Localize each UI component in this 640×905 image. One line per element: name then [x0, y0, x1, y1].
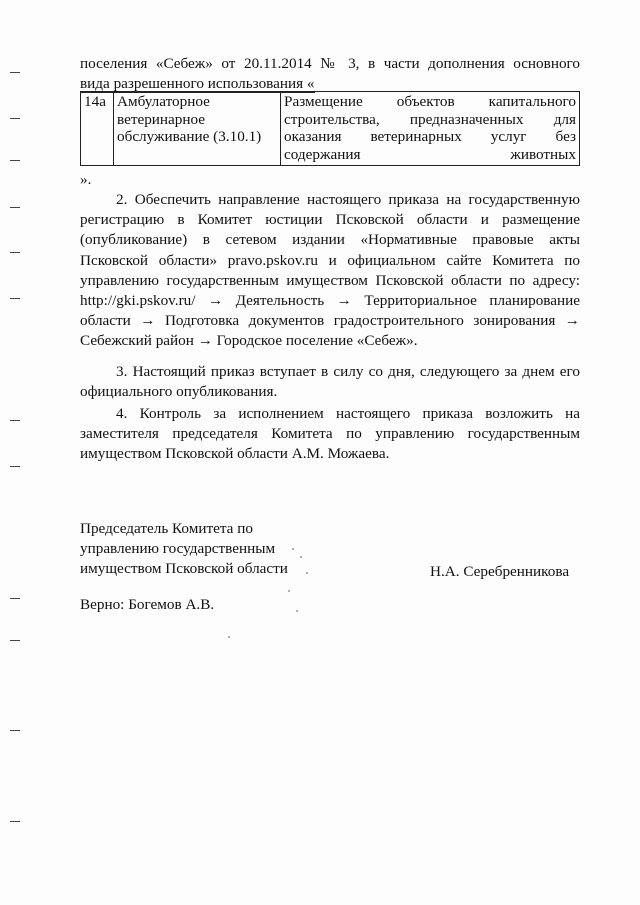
signer-name: Н.А. Серебренникова [430, 563, 570, 580]
scan-speck [288, 590, 290, 592]
use-description-cell: Размещение объектов капитального строительства, предназначенных для оказания ветеринарных услуг без содержания животных [281, 92, 580, 166]
margin-mark [10, 640, 20, 641]
paragraph-2: 2. Обеспечить направление настоящего приказа на государственную регистрацию в Комитет юстиции Псковской области и размещение (опубликование) в сетевом издании «Нормативные правовые акты Псковской области» pravo.pskov.ru и официальном сайте Комитета по управлению государственным имуществом Псковской области по адресу: http://gki.pskov.ru/ → Деятельность → Территориальное планирование области → Подготовка документов градостроительного зонирования → Себежский район → Городское поселение «Себеж». [80, 191, 580, 350]
permitted-use-table [80, 91, 580, 166]
paragraph-4-block [80, 404, 580, 465]
margin-mark [10, 598, 20, 599]
paragraph-3: 3. Настоящий приказ вступает в силу со дня, следующего за днем его официального опубликования. [80, 363, 580, 401]
margin-mark [10, 730, 20, 731]
margin-mark [10, 420, 20, 421]
paragraph-4: 4. Контроль за исполнением настоящего приказа возложить на заместителя председателя Комитета по управлению государственным имуществом Псковской области А.М. Можаева. [80, 405, 580, 463]
header-line-2: вида разрешенного использования « [80, 75, 315, 93]
use-name-cell: Амбулаторное ветеринарное обслуживание (3.10.1) [114, 92, 281, 166]
position-line-2: управлению государственным [80, 540, 276, 557]
margin-mark [10, 118, 20, 119]
header-text [80, 54, 580, 94]
signature-position [80, 519, 288, 615]
after-table [80, 170, 580, 190]
margin-mark [10, 72, 20, 73]
position-line-1: Председатель Комитета по [80, 520, 253, 537]
margin-mark [10, 821, 20, 822]
scan-speck [292, 548, 294, 550]
paragraph-3-block [80, 362, 580, 402]
row-number-cell: 14а [81, 92, 114, 166]
paragraph-2-block [80, 190, 580, 352]
scan-speck [296, 610, 298, 612]
closing-quote: ». [80, 171, 92, 188]
margin-mark [10, 298, 20, 299]
scan-speck [300, 556, 302, 558]
header-line-1: поселения «Себеж» от 20.11.2014 № 3, в части дополнения основного [80, 55, 580, 72]
margin-mark [10, 252, 20, 253]
margin-mark [10, 207, 20, 208]
verified-line: Верно: Богемов А.В. [80, 596, 215, 613]
margin-mark [10, 160, 20, 161]
table-row [81, 92, 580, 166]
margin-mark [10, 466, 20, 467]
position-line-3: имуществом Псковской области [80, 560, 288, 577]
scan-speck [228, 636, 230, 638]
scan-speck [306, 572, 308, 574]
